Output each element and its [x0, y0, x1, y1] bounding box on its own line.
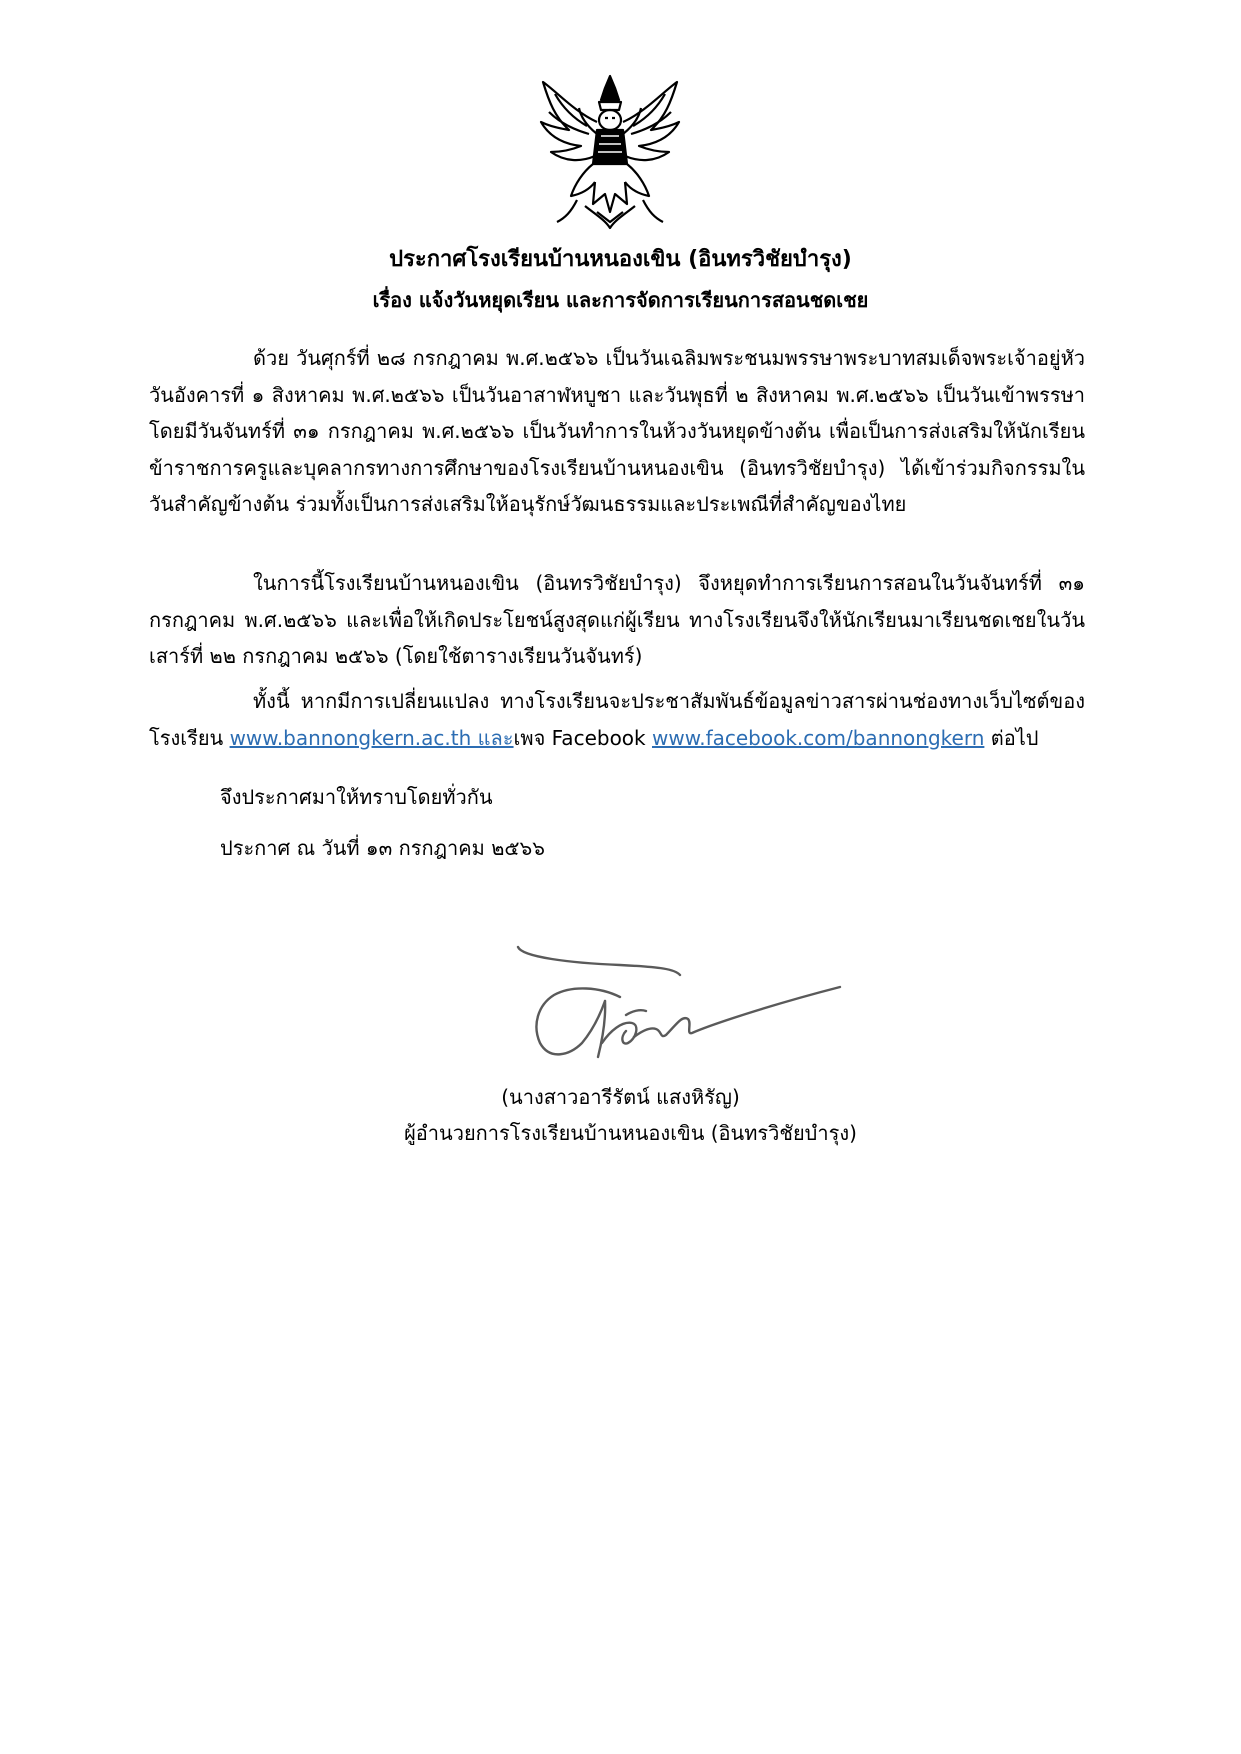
announcement-subject: เรื่อง แจ้งวันหยุดเรียน และการจัดการเรียนการสอนชดเชย: [372, 288, 869, 312]
handwritten-signature: [510, 935, 890, 1075]
facebook-link[interactable]: www.facebook.com/bannongkern: [651, 725, 985, 750]
paragraph-contact-mid: เพจ Facebook: [513, 725, 652, 750]
signatory-position: ผู้อำนวยการโรงเรียนบ้านหนองเขิน (อินทรวิชัยบำรุง): [404, 1121, 857, 1145]
paragraph-holidays: ด้วย วันศุกร์ที่ ๒๘ กรกฎาคม พ.ศ.๒๕๖๖ เป็นวันเฉลิมพระชนมพรรษาพระบาทสมเด็จพระเจ้าอยู่หัว วันอังคารที่ ๑ สิงหาคม พ.ศ.๒๕๖๖ เป็นวันอาสาฬหบูชา และวันพุธที่ ๒ สิงหาคม พ.ศ.๒๕๖๖ เป็นวันเข้าพรรษา โดยมีวันจันทร์ที่ ๓๑ กรกฎาคม พ.ศ.๒๕๖๖ เป็นวันทำการในห้วงวันหยุดข้างต้น เพื่อเป็นการส่งเสริมให้นักเรียน ข้าราชการครูและบุคลากรทางการศึกษาของโรงเรียนบ้านหนองเขิน (อินทรวิชัยบำรุง) ได้เข้าร่วมกิจกรรมในวันสำคัญข้างต้น ร่วมทั้งเป็นการส่งเสริมให้อนุรักษ์วัฒนธรรมและประเพณีที่สำคัญของไทย: [149, 346, 1085, 516]
paragraph-contact-end: ต่อไป: [984, 725, 1039, 750]
paragraph-makeup-class: ในการนี้โรงเรียนบ้านหนองเขิน (อินทรวิชัยบำรุง) จึงหยุดทำการเรียนการสอนในวันจันทร์ที่ ๓๑ กรกฎาคม พ.ศ.๒๕๖๖ และเพื่อให้เกิดประโยชน์สูงสุดแก่ผู้เรียน ทางโรงเรียนจึงให้นักเรียนมาเรียนชดเชยในวันเสาร์ที่ ๒๒ กรกฎาคม ๒๕๖๖ (โดยใช้ตารางเรียนวันจันทร์): [149, 571, 1085, 668]
signatory-name: (นางสาวอารีรัตน์ แสงหิรัญ): [501, 1085, 740, 1109]
paragraph-contact: [149, 683, 1085, 756]
garuda-emblem-icon: [535, 72, 685, 232]
announcement-title: ประกาศโรงเรียนบ้านหนองเขิน (อินทรวิชัยบำรุง): [389, 247, 852, 272]
website-link[interactable]: www.bannongkern.ac.th และ: [229, 725, 514, 750]
announcement-date: ประกาศ ณ วันที่ ๑๓ กรกฎาคม ๒๕๖๖: [220, 836, 545, 860]
closing-line: จึงประกาศมาให้ทราบโดยทั่วกัน: [220, 785, 493, 809]
paragraph-contact-start: ทั้งนี้ หากมีการเปลี่ยนแปลง ทางโรงเรียนจะประชาสัมพันธ์ข้อมูลข่าวสารผ่านช่องทางเว็บไซต์ของโรงเรียน: [149, 689, 1085, 750]
